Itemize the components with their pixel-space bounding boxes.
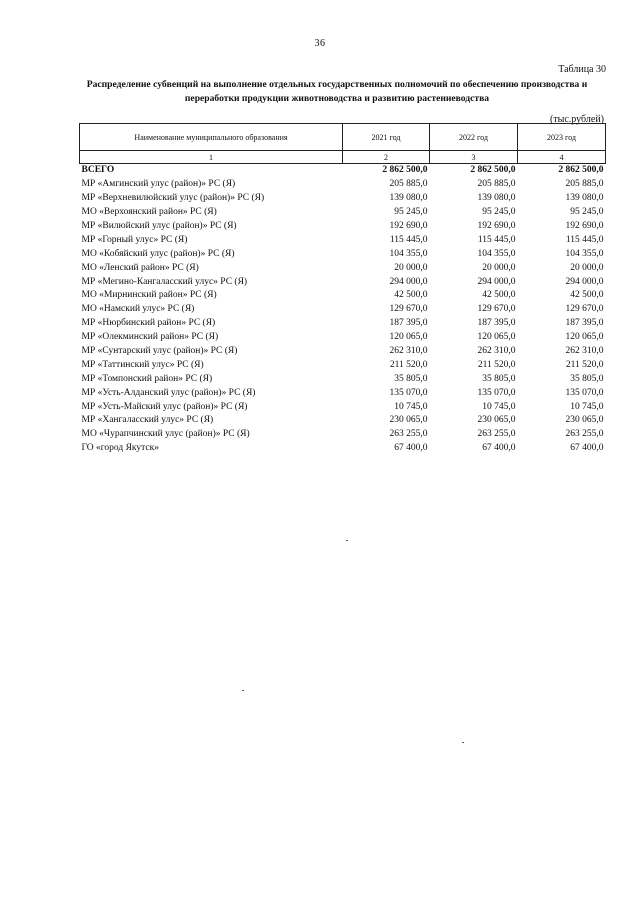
value-2022: 67 400,0 <box>482 443 516 454</box>
value-2021: 42 500,0 <box>394 290 428 301</box>
value-2023: 120 065,0 <box>565 332 604 343</box>
value-2021: 95 245,0 <box>394 207 428 218</box>
table-row <box>80 275 606 289</box>
value-2021: 294 000,0 <box>389 276 428 287</box>
value-2022: 135 070,0 <box>477 387 516 398</box>
value-2021: 120 065,0 <box>389 332 428 343</box>
table-row <box>80 220 606 234</box>
value-2022: 230 065,0 <box>477 415 516 426</box>
value-2022: 187 395,0 <box>477 318 516 329</box>
value-2022: 205 885,0 <box>477 179 516 190</box>
table-row <box>80 386 606 400</box>
table-row <box>80 247 606 261</box>
total-2022: 2 862 500,0 <box>430 164 518 178</box>
column-number: 4 <box>518 151 606 164</box>
table-row <box>80 414 606 428</box>
table-row <box>80 317 606 331</box>
value-2023: 263 255,0 <box>565 429 604 440</box>
column-number: 1 <box>80 151 343 164</box>
value-2022: 115 445,0 <box>477 234 516 245</box>
header-name: Наименование муниципального образования <box>80 124 343 151</box>
municipality-name: МР «Вилюйский улус (район)» РС (Я) <box>81 221 237 231</box>
municipality-name: МО «Кобяйский улус (район)» РС (Я) <box>81 248 235 259</box>
municipality-name: МР «Усть-Алданский улус (район)» РС (Я) <box>81 387 256 398</box>
value-2021: 35 805,0 <box>394 373 428 384</box>
value-2022: 20 000,0 <box>482 262 516 273</box>
municipality-name: МО «Намский улус» РС (Я) <box>81 304 195 315</box>
total-row <box>80 164 606 178</box>
value-2023: 67 400,0 <box>570 443 604 454</box>
municipality-name: МР «Олекминский район» РС (Я) <box>81 332 219 343</box>
value-2021: 263 255,0 <box>389 429 428 440</box>
value-2023: 205 885,0 <box>565 179 604 190</box>
municipality-name: ГО «город Якутск» <box>81 443 160 454</box>
value-2021: 20 000,0 <box>394 262 428 273</box>
value-2022: 35 805,0 <box>482 373 516 384</box>
table-row <box>80 358 606 372</box>
value-2023: 211 520,0 <box>565 359 604 370</box>
municipality-name: МР «Амгинский улус (район)» РС (Я) <box>81 179 236 190</box>
table-row <box>80 178 606 192</box>
value-2022: 10 745,0 <box>482 401 516 412</box>
table-row <box>80 331 606 345</box>
value-2021: 192 690,0 <box>389 221 428 231</box>
municipality-name: МР «Сунтарский улус (район)» РС (Я) <box>81 346 238 357</box>
value-2021: 104 355,0 <box>389 248 428 259</box>
value-2023: 20 000,0 <box>570 262 604 273</box>
table-row <box>80 428 606 442</box>
value-2021: 205 885,0 <box>389 179 428 190</box>
value-2022: 262 310,0 <box>477 346 516 357</box>
table-row <box>80 206 606 220</box>
value-2023: 294 000,0 <box>565 276 604 287</box>
page-number: 36 <box>314 38 326 49</box>
value-2022: 129 670,0 <box>477 304 516 315</box>
scan-speck <box>242 690 244 691</box>
scan-speck <box>346 540 348 541</box>
value-2022: 42 500,0 <box>482 290 516 301</box>
municipality-name: МР «Горный улус» РС (Я) <box>81 234 188 245</box>
value-2022: 263 255,0 <box>477 429 516 440</box>
value-2023: 192 690,0 <box>565 221 604 231</box>
value-2023: 35 805,0 <box>570 373 604 384</box>
municipality-name: МО «Мирнинский район» РС (Я) <box>81 290 217 301</box>
value-2021: 262 310,0 <box>389 346 428 357</box>
table-row <box>80 289 606 303</box>
column-number: 3 <box>430 151 518 164</box>
table-row <box>80 261 606 275</box>
header-2021: 2021 год <box>343 124 430 151</box>
municipality-name: МР «Усть-Майский улус (район)» РС (Я) <box>81 401 248 412</box>
value-2021: 129 670,0 <box>389 304 428 315</box>
document-title: Распределение субвенций на выполнение отдельных государственных полномочий по обеспечению производства и переработки продукции животноводства и развитию растениеводства <box>86 79 588 104</box>
value-2023: 129 670,0 <box>565 304 604 315</box>
table-row <box>80 233 606 247</box>
table-row <box>80 372 606 386</box>
value-2023: 187 395,0 <box>565 318 604 329</box>
municipality-name: МР «Томпонский район» РС (Я) <box>81 373 213 384</box>
value-2021: 187 395,0 <box>389 318 428 329</box>
header-2023: 2023 год <box>518 124 606 151</box>
value-2023: 42 500,0 <box>570 290 604 301</box>
table-header-row <box>80 124 606 151</box>
municipality-name: МР «Верхневилюйский улус (район)» РС (Я) <box>81 193 265 204</box>
scan-speck <box>462 742 464 743</box>
municipality-name: МР «Мегино-Кангаласский улус» РС (Я) <box>81 276 248 287</box>
value-2023: 115 445,0 <box>565 234 604 245</box>
value-2022: 192 690,0 <box>477 221 516 231</box>
table-row <box>80 303 606 317</box>
municipality-name: МО «Ленский район» РС (Я) <box>81 262 199 273</box>
municipality-name: МР «Таттинский улус» РС (Я) <box>81 359 204 370</box>
total-2023: 2 862 500,0 <box>518 164 606 178</box>
municipality-name: МР «Нюрбинский район» РС (Я) <box>81 318 216 329</box>
value-2023: 95 245,0 <box>570 207 604 218</box>
table-row <box>80 442 606 456</box>
value-2023: 135 070,0 <box>565 387 604 398</box>
value-2022: 139 080,0 <box>477 193 516 204</box>
table-row <box>80 400 606 414</box>
header-2022: 2022 год <box>430 124 518 151</box>
value-2021: 135 070,0 <box>389 387 428 398</box>
subsidy-table <box>79 123 606 456</box>
value-2023: 10 745,0 <box>570 401 604 412</box>
value-2023: 104 355,0 <box>565 248 604 259</box>
value-2023: 139 080,0 <box>565 193 604 204</box>
units-label: (тыс.рублей) <box>549 114 604 125</box>
column-number-row <box>80 151 606 164</box>
table-row <box>80 192 606 206</box>
value-2022: 104 355,0 <box>477 248 516 259</box>
value-2021: 115 445,0 <box>389 234 428 245</box>
table-row <box>80 345 606 359</box>
total-2021: 2 862 500,0 <box>343 164 430 178</box>
municipality-name: МО «Верхоянский район» РС (Я) <box>81 207 217 218</box>
value-2022: 211 520,0 <box>477 359 516 370</box>
value-2021: 211 520,0 <box>389 359 428 370</box>
value-2023: 230 065,0 <box>565 415 604 426</box>
value-2022: 95 245,0 <box>482 207 516 218</box>
value-2021: 67 400,0 <box>394 443 428 454</box>
value-2023: 262 310,0 <box>565 346 604 357</box>
value-2022: 120 065,0 <box>477 332 516 343</box>
municipality-name: МР «Хангаласский улус» РС (Я) <box>81 415 214 426</box>
value-2021: 139 080,0 <box>389 193 428 204</box>
table-label: Таблица 30 <box>558 64 606 75</box>
column-number: 2 <box>343 151 430 164</box>
value-2022: 294 000,0 <box>477 276 516 287</box>
value-2021: 230 065,0 <box>389 415 428 426</box>
municipality-name: МО «Чурапчинский улус (район)» РС (Я) <box>81 429 250 440</box>
value-2021: 10 745,0 <box>394 401 428 412</box>
total-label: ВСЕГО <box>80 164 343 178</box>
